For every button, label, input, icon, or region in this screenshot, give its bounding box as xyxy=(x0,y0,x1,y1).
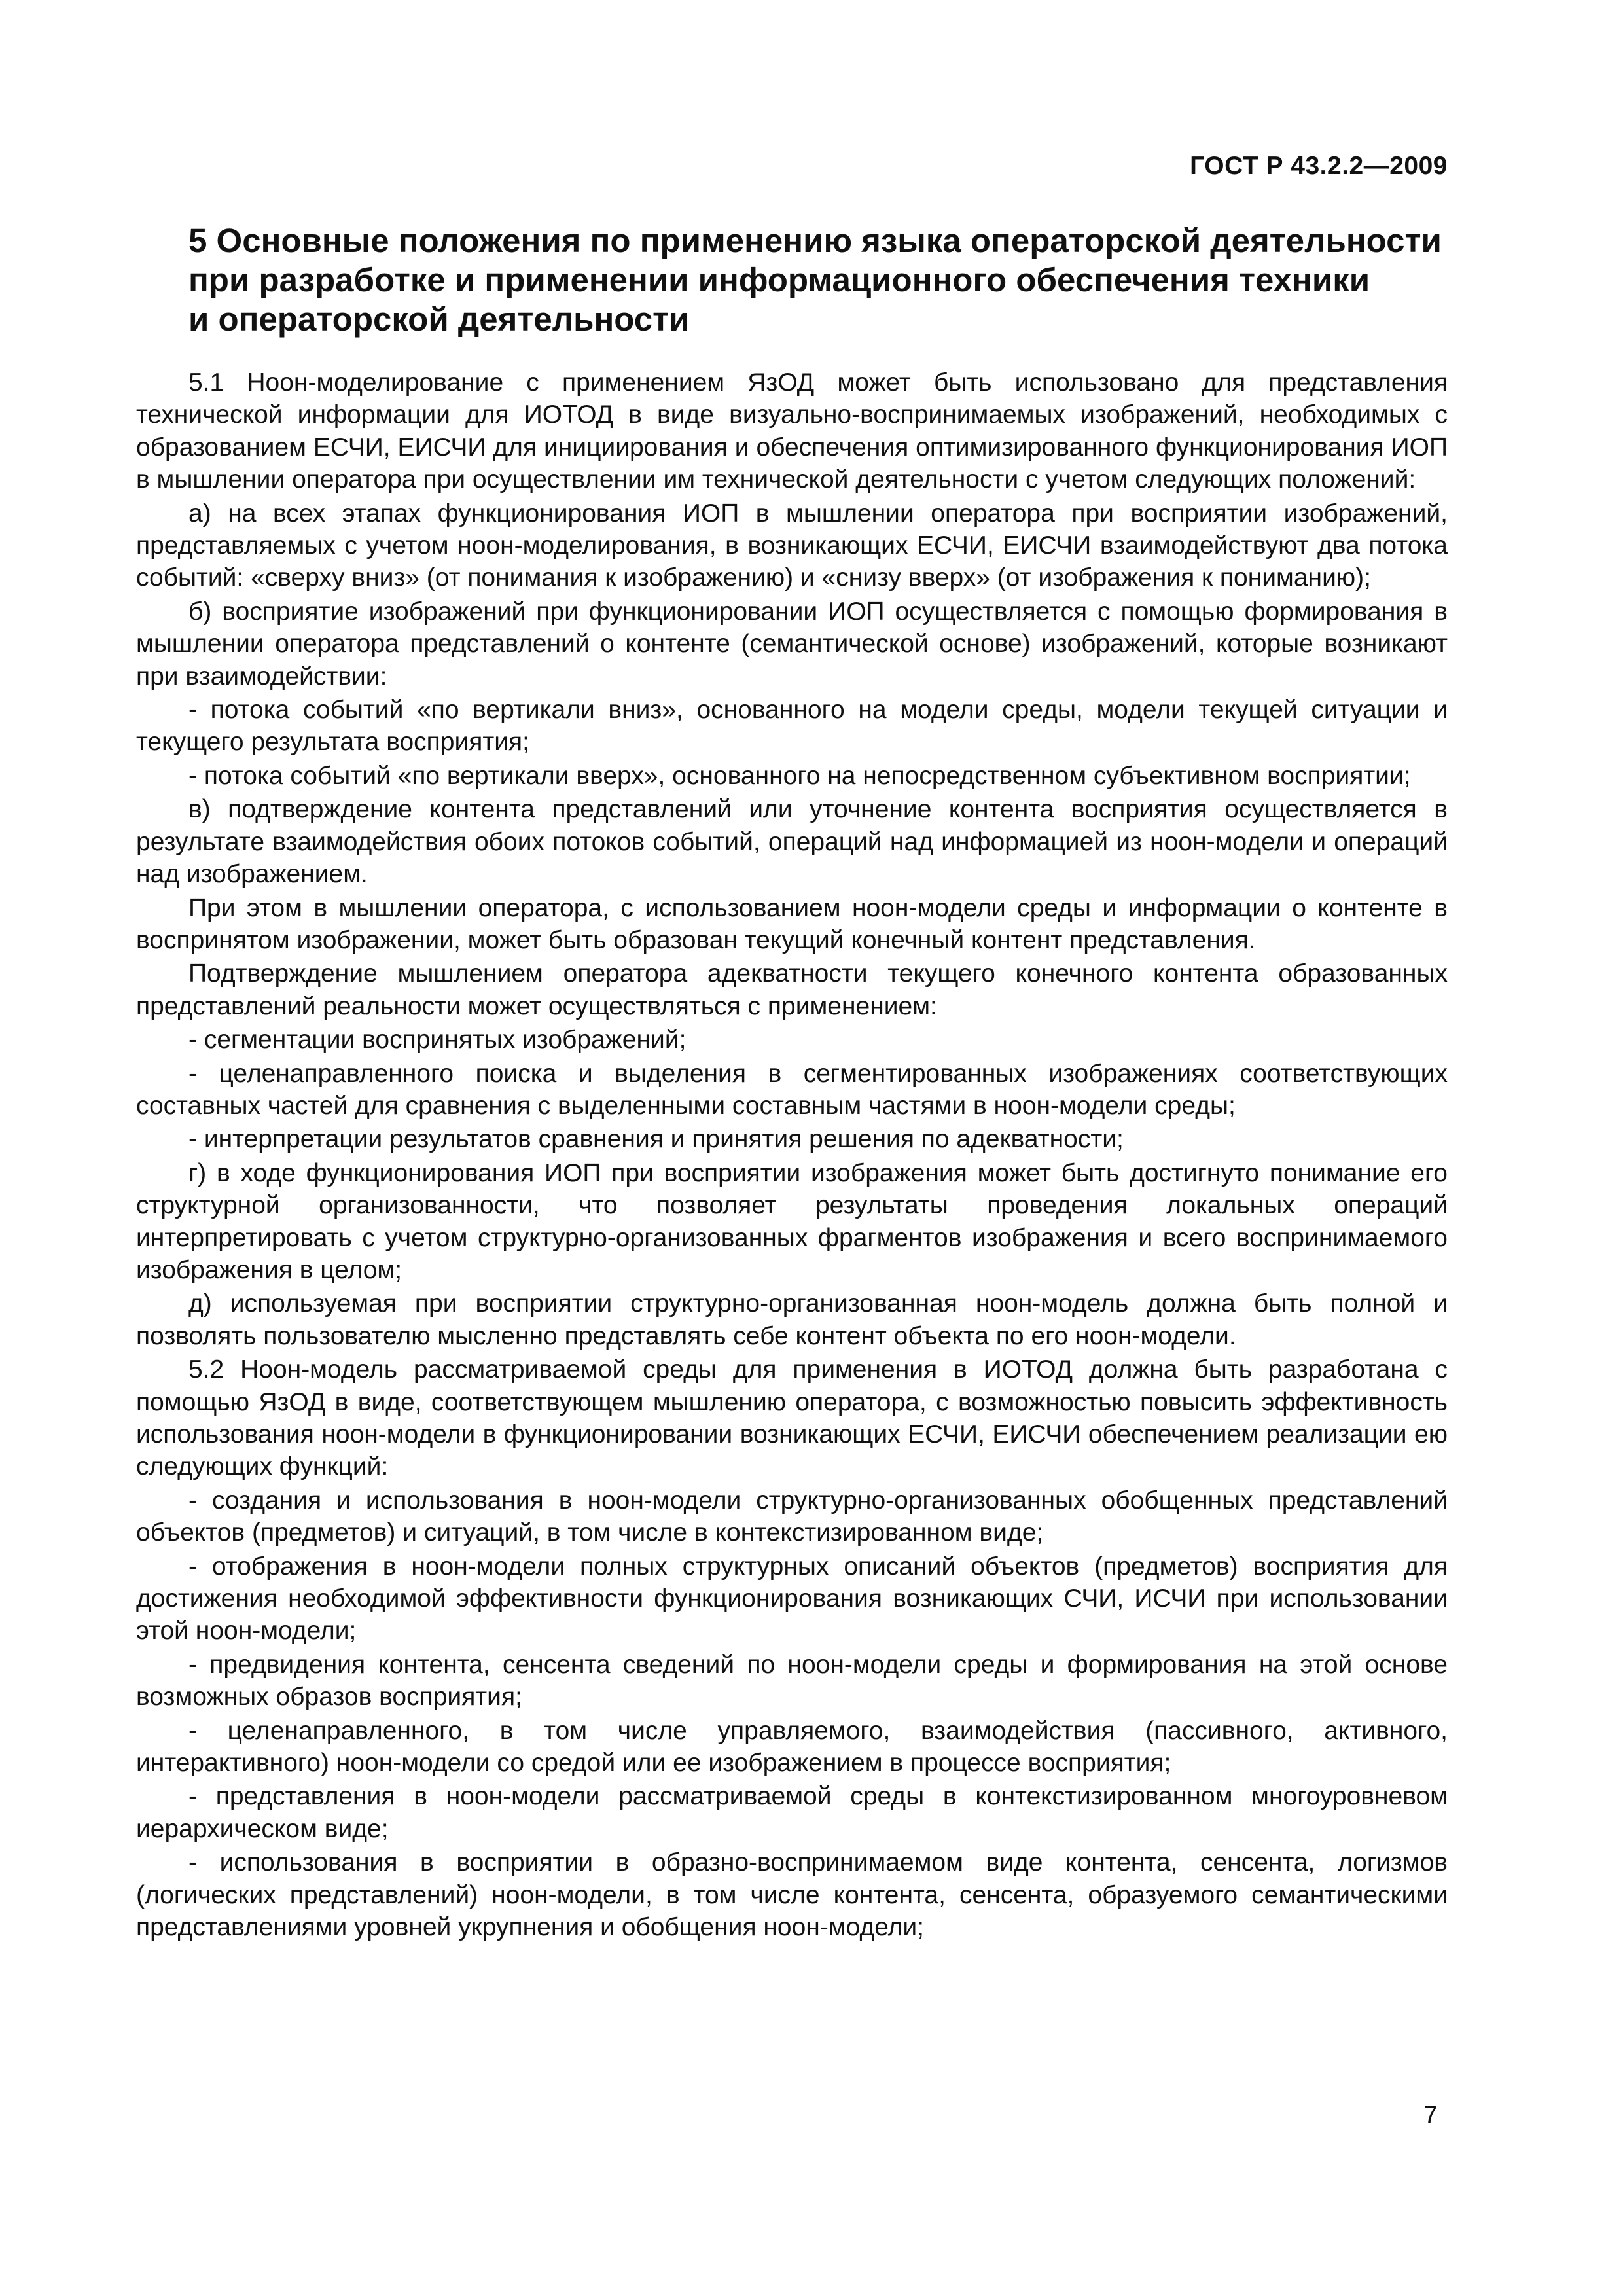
document-body xyxy=(136,367,1448,1945)
list-item: - создания и использования в ноон-модели структурно-организованных обобщенных представлений объектов (предметов) и ситуаций, в том числе в контекстизированном виде; xyxy=(136,1486,1448,1547)
paragraph-b: б) восприятие изображений при функционировании ИОП осуществляется с помощью формирования в мышлении оператора представлений о контенте (семантической основе) изображений, которые возникают при взаимодействии: xyxy=(136,597,1448,691)
paragraph-g: г) в ходе функционирования ИОП при восприятии изображения может быть достигнуто понимание его структурной организованности, что позволяет результаты проведения локальных операций интерпретировать с учетом структурно-организованных фрагментов изображения и всего воспринимаемого изображения в целом; xyxy=(136,1158,1448,1284)
list-item: - предвидения контента, сенсента сведений по ноон-модели среды и формирования на этой основе возможных образов восприятия; xyxy=(136,1650,1448,1712)
document-code: ГОСТ Р 43.2.2—2009 xyxy=(1190,152,1448,180)
page-number: 7 xyxy=(1423,2101,1438,2129)
paragraph-d: д) используемая при восприятии структурно-организованная ноон-модель должна быть полной и позволять пользователю мысленно представлять себе контент объекта по его ноон-модели. xyxy=(136,1289,1448,1350)
paragraph: При этом в мышлении оператора, с использованием ноон-модели среды и информации о контенте в воспринятом изображении, может быть образован текущий конечный контент представления. xyxy=(136,893,1448,954)
paragraph-a: а) на всех этапах функционирования ИОП в мышлении оператора при восприятии изображений, представляемых с учетом ноон-моделирования, в возникающих ЕСЧИ, ЕИСЧИ взаимодействуют два потока событий: «сверху вниз» (от понимания к изображению) и «снизу вверх» (от изображения к пониманию); xyxy=(136,499,1448,592)
list-item: - отображения в ноон-модели полных структурных описаний объектов (предметов) восприятия для достижения необходимой эффективности функционирования возникающих СЧИ, ИСЧИ при использовании этой ноон-модели; xyxy=(136,1552,1448,1645)
section-title-line: при разработке и применении информационного обеспечения техники xyxy=(188,261,1370,298)
list-item: - интерпретации результатов сравнения и принятия решения по адекватности; xyxy=(188,1125,1124,1154)
list-item: - потока событий «по вертикали вверх», основанного на непосредственном субъективном восприятии; xyxy=(188,761,1411,790)
section-title xyxy=(188,221,1445,339)
paragraph-5-1: 5.1 Ноон-моделирование с применением ЯзОД может быть использовано для представления технической информации для ИОТОД в виде визуально-воспринимаемых изображений, необходимых с образованием ЕСЧИ, ЕИСЧИ для инициирования и обеспечения оптимизированного функционирования ИОП в мышлении оператора при осуществлении им технической деятельности с учетом следующих положений: xyxy=(136,368,1448,494)
list-item: - использования в восприятии в образно-воспринимаемом виде контента, сенсента, логизмов (логических представлений) ноон-модели, в том числе контента, сенсента, образуемого семантическими представлениями уровней укрупнения и обобщения ноон-модели; xyxy=(136,1848,1448,1942)
list-item: - целенаправленного поиска и выделения в сегментированных изображениях соответствующих составных частей для сравнения с выделенными составным частями в ноон-модели среды; xyxy=(136,1059,1448,1120)
list-item: - потока событий «по вертикали вниз», основанного на модели среды, модели текущей ситуации и текущего результата восприятия; xyxy=(136,696,1448,757)
list-item: - представления в ноон-модели рассматриваемой среды в контекстизированном многоуровневом иерархическом виде; xyxy=(136,1782,1448,1843)
list-item: - целенаправленного, в том числе управляемого, взаимодействия (пассивного, активного, интерактивного) ноон-модели со средой или ее изображением в процессе восприятия; xyxy=(136,1716,1448,1778)
paragraph-5-2: 5.2 Ноон-модель рассматриваемой среды для применения в ИОТОД должна быть разработана с помощью ЯзОД в виде, соответствующем мышлению оператора, с возможностью повысить эффективность использования ноон-модели в функционировании возникающих ЕСЧИ, ЕИСЧИ обеспечением реализации ею следующих функций: xyxy=(136,1355,1448,1481)
section-title-line: 5 Основные положения по применению языка операторской деятельности xyxy=(188,222,1442,259)
paragraph: Подтверждение мышлением оператора адекватности текущего конечного контента образованных представлений реальности может осуществляться с применением: xyxy=(136,960,1448,1020)
list-item: - сегментации воспринятых изображений; xyxy=(188,1026,687,1054)
section-title-line: и операторской деятельности xyxy=(188,300,690,338)
paragraph-v: в) подтверждение контента представлений или уточнение контента восприятия осуществляется в результате взаимодействия обоих потоков событий, операций над информацией из ноон-модели и операций над изображением. xyxy=(136,795,1448,889)
